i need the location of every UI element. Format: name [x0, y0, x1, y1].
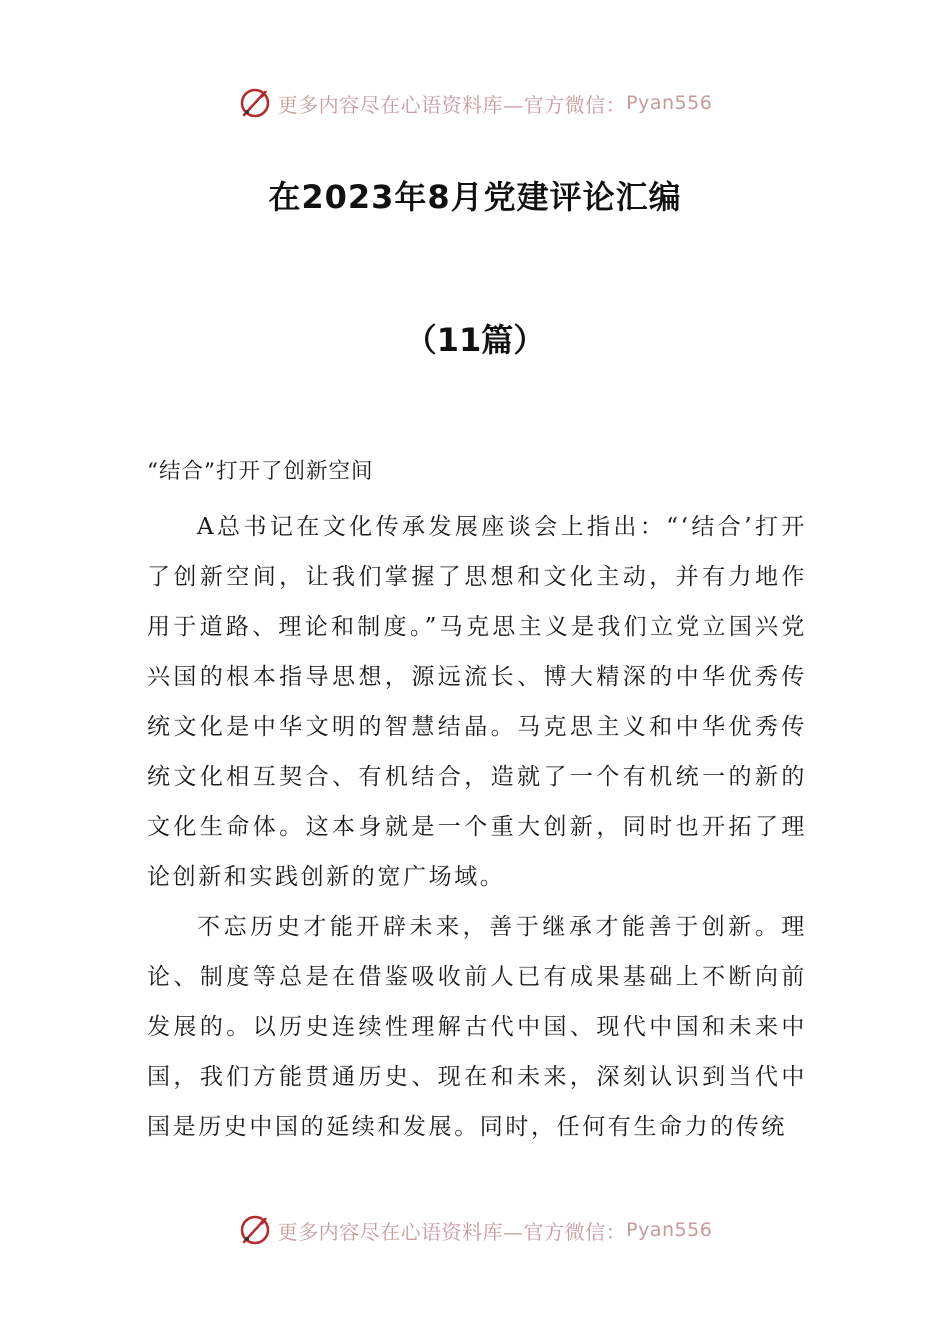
watermark-wechat-id: Pyan556: [626, 1219, 713, 1241]
footer-watermark: [0, 1210, 950, 1250]
paragraph: A总书记在文化传承发展座谈会上指出：“‘结合’打开了创新空间，让我们掌握了思想和文化主动，并有力地作用于道路、理论和制度。”马克思主义是我们立党立国兴党兴国的根本指导思想，源远流长、博大精深的中华优秀传统文化是中华文明的智慧结晶。马克思主义和中华优秀传统文化相互契合、有机结合，造就了一个有机统一的新的文化生命体。这本身就是一个重大创新，同时也开拓了理论创新和实践创新的宽广场域。: [147, 514, 807, 890]
paragraph: 不忘历史才能开辟未来，善于继承才能善于创新。理论、制度等总是在借鉴吸收前人已有成果基础上不断向前发展的。以历史连续性理解古代中国、现代中国和未来中国，我们方能贯通历史、现在和未来，深刻认识到当代中国是历史中国的延续和发展。同时，任何有生命力的传统: [147, 914, 807, 1140]
watermark-text: 更多内容尽在心语资料库—官方微信：: [277, 1219, 627, 1244]
watermark-text: 更多内容尽在心语资料库—官方微信：: [277, 92, 627, 117]
document-title: 在2023年8月党建评论汇编: [268, 178, 682, 216]
pen-quill-icon: [238, 1213, 272, 1247]
pen-quill-icon: [238, 86, 272, 120]
document-subtitle: （11篇）: [404, 321, 546, 359]
watermark-wechat-id: Pyan556: [626, 92, 713, 114]
article-body: [147, 452, 807, 1152]
header-watermark: [0, 83, 950, 123]
article-heading: “结合”打开了创新空间: [147, 459, 374, 484]
